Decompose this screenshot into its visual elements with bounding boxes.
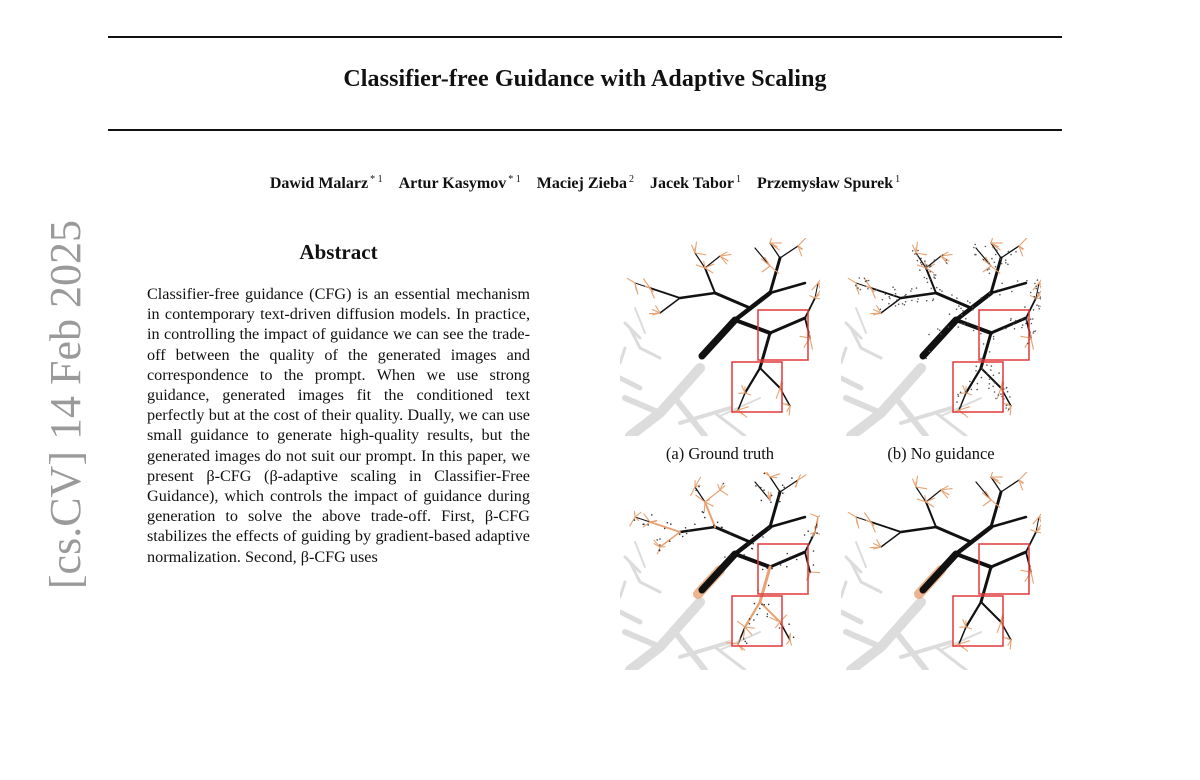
- author: [399, 175, 521, 192]
- figure-caption: (a) Ground truth: [620, 444, 820, 464]
- paper-title: Classifier-free Guidance with Adaptive Scaling: [108, 66, 1062, 93]
- abstract-text: Classifier-free guidance (CFG) is an essential mechanism in contemporary text-driven diffusion models. In practice, in controlling the impact of guidance we can see the trade-off between the quality of the generated images and correspondence to the prompt. When we use strong guidance, generated images fit the conditioned text perfectly but at the cost of their quality. Dually, we can use small guidance to generate high-quality results, but the generated images do not suit our prompt. In this paper, we present β-CFG (β-adaptive scaling in Classifier-Free Guidance), which controls the impact of guidance during generation to solve the above trade-off. First, β-CFG stabilizes the effects of guiding by gradient-based adaptive normalization. Second, β-CFG uses: [147, 284, 530, 567]
- figure-tree-comparison: [620, 238, 1060, 648]
- author-affiliation: 1: [736, 174, 741, 185]
- author: [270, 175, 383, 192]
- figure-caption: (b) No guidance: [841, 444, 1041, 464]
- abstract-heading: Abstract: [147, 240, 530, 265]
- author-name: Maciej Zieba: [537, 175, 627, 192]
- author-name: Artur Kasymov: [399, 175, 507, 192]
- author-name: Dawid Malarz: [270, 175, 368, 192]
- author-affiliation: * 1: [508, 174, 521, 185]
- author-affiliation: * 1: [370, 174, 383, 185]
- author: [757, 175, 900, 192]
- author-affiliation: 1: [895, 174, 900, 185]
- tree-plot-partial: [620, 472, 820, 670]
- figure-panel-no-guidance: [841, 238, 1041, 436]
- author: [650, 175, 741, 192]
- author-name: Przemysław Spurek: [757, 175, 893, 192]
- figure-panel-ground-truth: [620, 238, 820, 436]
- arxiv-stamp: [cs.CV] 14 Feb 2025: [36, 220, 96, 780]
- tree-plot-sharp: [841, 472, 1041, 670]
- title-rule-top: [108, 36, 1062, 38]
- author-list: [108, 174, 1062, 193]
- author-affiliation: 2: [629, 174, 634, 185]
- figure-panel-d: [841, 472, 1041, 670]
- tree-plot-clean: [620, 238, 820, 436]
- title-rule-bottom: [108, 129, 1062, 131]
- author-name: Jacek Tabor: [650, 175, 734, 192]
- tree-plot-noisy: [841, 238, 1041, 436]
- figure-panel-c: [620, 472, 820, 670]
- author: [537, 175, 634, 192]
